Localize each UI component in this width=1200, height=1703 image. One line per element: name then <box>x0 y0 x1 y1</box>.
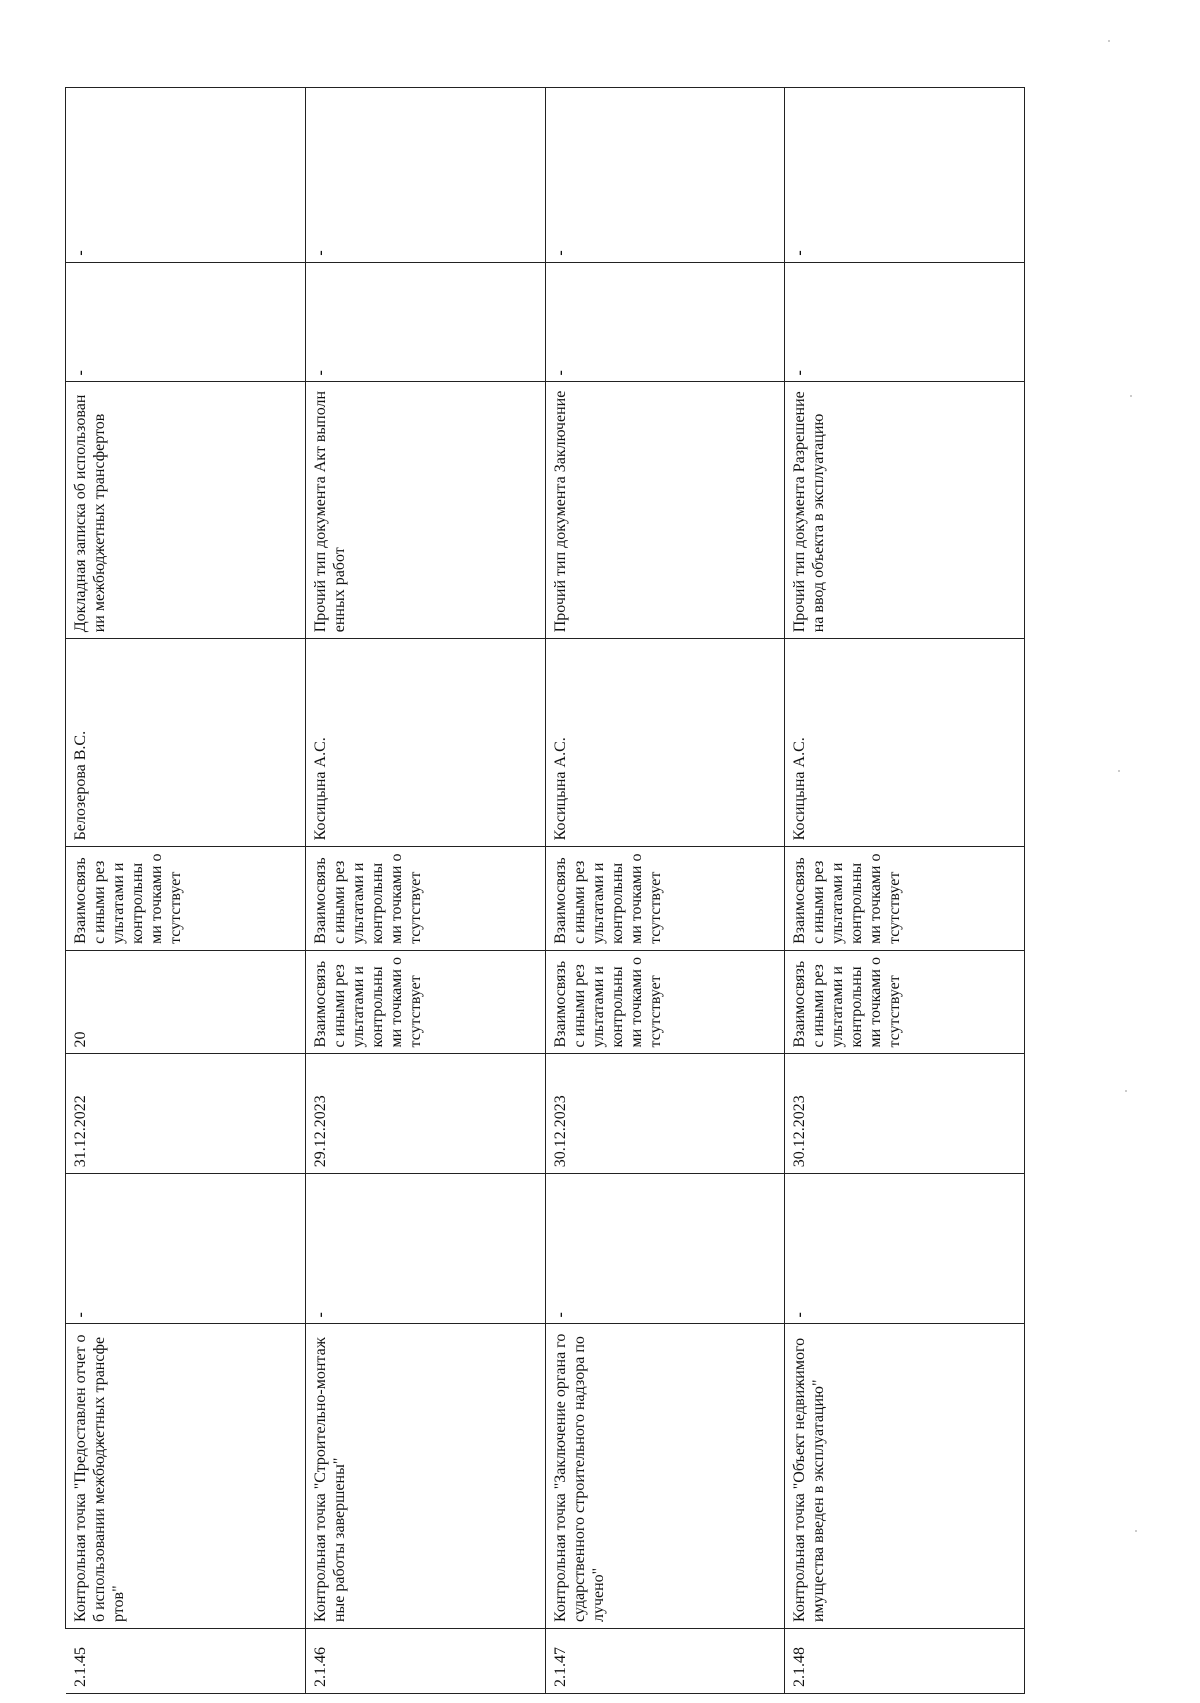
cell-value: 20 <box>66 950 306 1054</box>
deadline-date: 30.12.2023 <box>545 1054 785 1174</box>
table-row <box>785 88 1025 1694</box>
deadline-date: 29.12.2023 <box>305 1054 545 1174</box>
deadline-date: 30.12.2023 <box>785 1054 1025 1174</box>
document-type: Прочий тип документа Акт выполненных работ <box>305 382 545 639</box>
scan-speck <box>1118 770 1120 772</box>
cell-dash: - <box>305 1174 545 1324</box>
cell-dash: - <box>66 1174 306 1324</box>
cell-dash: - <box>785 88 1025 263</box>
row-number: 2.1.45 <box>66 1629 306 1694</box>
cell-value: Взаимосвязь с иными результатами и контрольными точками отсутствует <box>305 950 545 1054</box>
document-type: Прочий тип документа Разрешение на ввод объекта в эксплуатацию <box>785 382 1025 639</box>
row-number: 2.1.46 <box>305 1629 545 1694</box>
table-row <box>545 88 785 1694</box>
cell-dash: - <box>305 88 545 263</box>
table-row <box>305 88 545 1694</box>
table-row <box>66 88 306 1694</box>
scan-speck <box>1130 395 1132 397</box>
cell-value: Взаимосвязь с иными результатами и контрольными точками отсутствует <box>545 950 785 1054</box>
cell-dash: - <box>545 262 785 382</box>
relation-text: Взаимосвязь с иными результатами и контрольными точками отсутствует <box>785 847 1025 951</box>
cell-dash: - <box>785 1174 1025 1324</box>
cell-dash: - <box>66 88 306 263</box>
scan-speck <box>1135 1530 1137 1532</box>
relation-text: Взаимосвязь с иными результатами и контрольными точками отсутствует <box>305 847 545 951</box>
cell-value: Взаимосвязь с иными результатами и контрольными точками отсутствует <box>785 950 1025 1054</box>
scan-speck <box>1125 1090 1127 1092</box>
cell-dash: - <box>785 262 1025 382</box>
rotated-table-page <box>65 87 1025 1694</box>
relation-text: Взаимосвязь с иными результатами и контрольными точками отсутствует <box>66 847 306 951</box>
responsible-person: Косицына А.С. <box>305 639 545 847</box>
document-type: Прочий тип документа Заключение <box>545 382 785 639</box>
control-point-name: Контрольная точка "Объект недвижимого имущества введен в эксплуатацию" <box>785 1324 1025 1629</box>
deadline-date: 31.12.2022 <box>66 1054 306 1174</box>
control-point-name: Контрольная точка "Предоставлен отчет об использовании межбюджетных трансфертов" <box>66 1324 306 1629</box>
row-number: 2.1.47 <box>545 1629 785 1694</box>
control-point-name: Контрольная точка "Заключение органа государственного строительного надзора получено" <box>545 1324 785 1629</box>
control-point-name: Контрольная точка "Строительно-монтажные работы завершены" <box>305 1324 545 1629</box>
cell-dash: - <box>66 262 306 382</box>
scan-speck <box>1108 40 1110 42</box>
cell-dash: - <box>545 88 785 263</box>
responsible-person: Косицына А.С. <box>545 639 785 847</box>
control-points-table <box>65 87 1025 1694</box>
row-number: 2.1.48 <box>785 1629 1025 1694</box>
cell-dash: - <box>305 262 545 382</box>
document-type: Докладная записка об использовании межбюджетных трансфертов <box>66 382 306 639</box>
relation-text: Взаимосвязь с иными результатами и контрольными точками отсутствует <box>545 847 785 951</box>
responsible-person: Косицына А.С. <box>785 639 1025 847</box>
cell-dash: - <box>545 1174 785 1324</box>
responsible-person: Белозерова В.С. <box>66 639 306 847</box>
